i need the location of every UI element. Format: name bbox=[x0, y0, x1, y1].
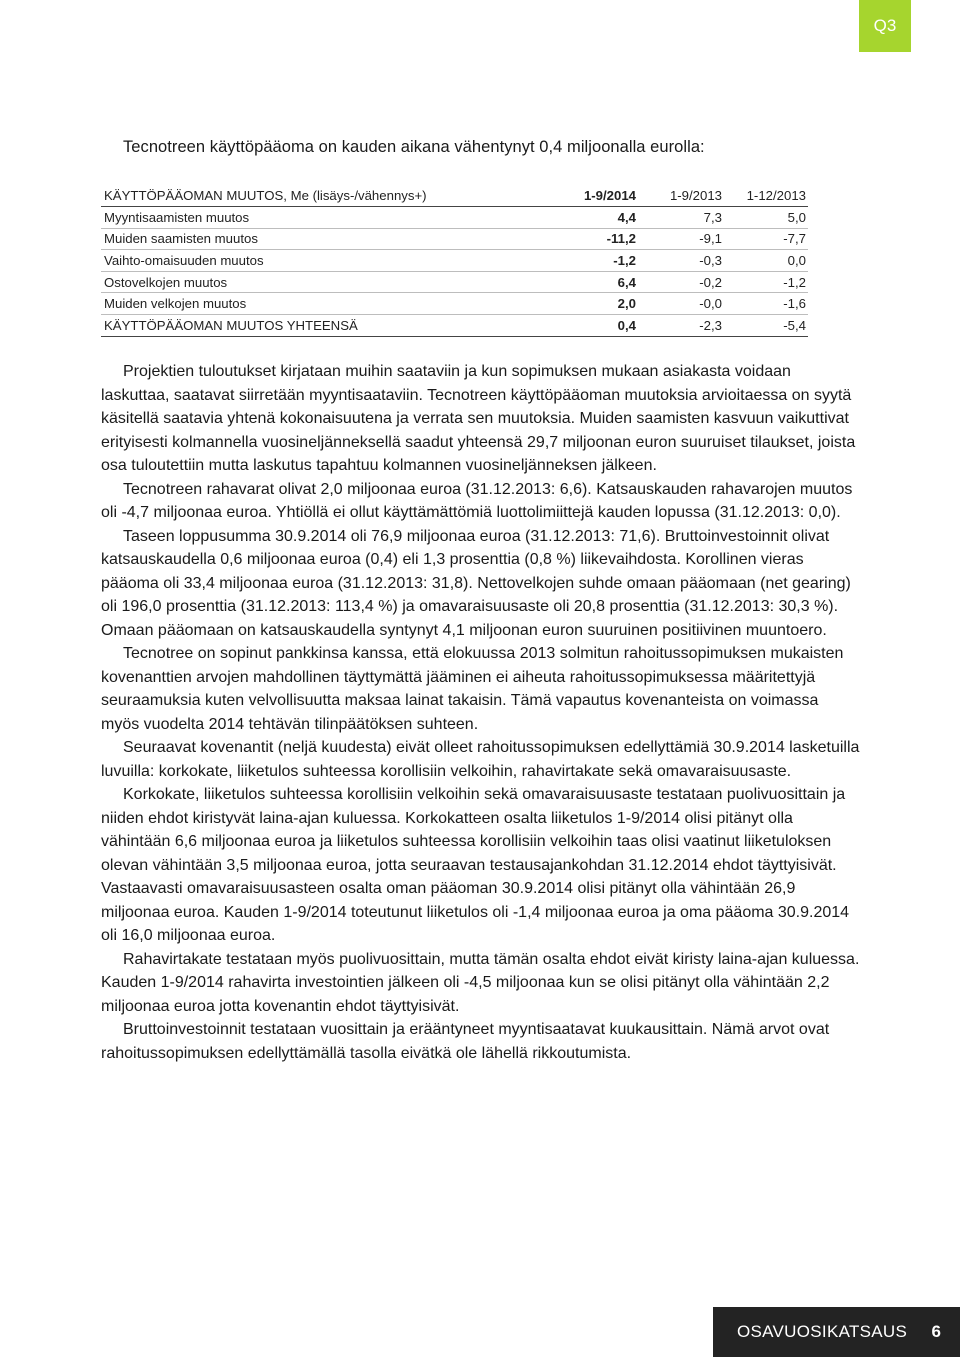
row-label: Muiden saamisten muutos bbox=[104, 231, 258, 247]
table-title: KÄYTTÖPÄÄOMAN MUUTOS, Me (lisäys-/vähennys+) bbox=[104, 188, 427, 203]
paragraph: Projektien tuloutukset kirjataan muihin saataviin ja kun sopimuksen mukaan asiakasta voidaan laskuttaa, saatavat siirretään myyntisaataviin. Tecnotreen käyttöpääoman muutoksia arvioitaessa on syytä käsitellä saatavia yhtenä kokonaisuutena ja verrata sen muutoksia. Muiden saamisten kasvuun vaikuttivat erityisesti kolmannella vuosineljänneksellä saadut yhteensä 29,7 miljoonan euron suuruiset tilaukset, joista osa tuloutettiin mutta laskutus tapahtuu kolmannen vuosineljänneksen jälkeen. bbox=[101, 363, 856, 474]
paragraph: Bruttoinvestoinnit testataan vuosittain ja erääntyneet myyntisaatavat kuukausittain. Nämä arvot ovat rahoitussopimuksen edellyttämällä tasolla eivätkä ole lähellä rikkoutumista. bbox=[101, 1021, 830, 1062]
table-header-row bbox=[101, 185, 808, 207]
row-label: Myyntisaamisten muutos bbox=[104, 209, 250, 225]
intro-sentence: Tecnotreen käyttöpääoma on kauden aikana vähentynyt 0,4 miljoonalla eurolla: bbox=[123, 138, 705, 156]
table-row bbox=[101, 293, 808, 315]
cell-value: -0,2 bbox=[699, 274, 722, 290]
row-label: KÄYTTÖPÄÄOMAN MUUTOS YHTEENSÄ bbox=[104, 317, 358, 333]
cell-value: 2,0 bbox=[617, 296, 636, 312]
paragraph: Rahavirtakate testataan myös puolivuosittain, mutta tämän osalta ehdot eivät kiristy laina-ajan kuluessa. Kauden 1-9/2014 rahavirta investointien jälkeen oli -4,5 miljoonaa kun se olisi pitänyt olla vähintään 2,2 miljoonaa euroa jotta kovenantin ehdot täyttyisivät. bbox=[101, 950, 860, 1015]
cell-value: 6,4 bbox=[617, 274, 636, 290]
table-row bbox=[101, 207, 808, 229]
column-header: 1-9/2013 bbox=[669, 188, 722, 203]
cell-value: -1,2 bbox=[783, 274, 806, 290]
quarter-badge: Q3 bbox=[859, 0, 911, 52]
paragraph: Taseen loppusumma 30.9.2014 oli 76,9 miljoonaa euroa (31.12.2013: 71,6). Bruttoinvestoinnit olivat katsauskaudella 0,6 miljoonaa euroa (0,4) eli 1,3 prosenttia (0,8 %) liikevaihdosta. Korollinen vieras pääoma oli 33,4 miljoonaa euroa (31.12.2013: 31,8). Nettovelkojen suhde omaan pääomaan (net gearing) oli 196,0 prosenttia (31.12.2013: 113,4 %) ja omavaraisuusaste oli 20,8 prosenttia (31.12.2013: 30,3 %). Omaan pääomaan on katsauskaudella syntynyt 4,1 miljoonan euron suuruinen positiivinen muuntoero. bbox=[101, 527, 851, 639]
table-row bbox=[101, 272, 808, 294]
cell-value: 5,0 bbox=[787, 209, 806, 225]
cell-value: 7,3 bbox=[703, 209, 722, 225]
cell-value: -2,3 bbox=[699, 317, 722, 333]
paragraph: Seuraavat kovenantit (neljä kuudesta) eivät olleet rahoitussopimuksen edellyttämiä 30.9.2014 lasketuilla luvuilla: korkokate, liiketulos suhteessa korollisiin velkoihin, rahavirtakate sekä omavaraisuusaste. bbox=[101, 739, 860, 780]
page-number: 6 bbox=[931, 1322, 941, 1341]
cell-value: -0,3 bbox=[699, 252, 722, 268]
cell-value: -0,0 bbox=[699, 296, 722, 312]
footer-bar bbox=[713, 1307, 960, 1357]
body-text bbox=[101, 360, 861, 1065]
report-title: OSAVUOSIKATSAUS bbox=[737, 1322, 908, 1341]
row-label: Vaihto-omaisuuden muutos bbox=[104, 252, 264, 268]
cell-value: -1,6 bbox=[783, 296, 806, 312]
paragraph: Tecnotree on sopinut pankkinsa kanssa, että elokuussa 2013 solmitun rahoitussopimuksen mukaisten kovenanttien arvojen mahdollinen täyttymättä jääminen ei aiheuta rahoitussopimuksessa määritettyjä seuraamuksia kuten velvollisuutta maksaa lainat takaisin. Tämä vapautus kovenanteista on voimassa myös vuodelta 2014 tehtävän tilinpäätöksen suhteen. bbox=[101, 645, 844, 733]
working-capital-table bbox=[101, 185, 808, 337]
table-total-row bbox=[101, 315, 808, 337]
cell-value: 0,4 bbox=[617, 317, 636, 333]
cell-value: 0,0 bbox=[787, 252, 806, 268]
cell-value: -5,4 bbox=[783, 317, 806, 333]
paragraph: Tecnotreen rahavarat olivat 2,0 miljoonaa euroa (31.12.2013: 6,6). Katsauskauden rahavarojen muutos oli -4,7 miljoonaa euroa. Yhtiöllä ei ollut käyttämättömiä luottolimiittejä kauden lopussa (31.12.2013: 0,0). bbox=[101, 480, 853, 521]
cell-value: -11,2 bbox=[606, 231, 636, 247]
cell-value: -7,7 bbox=[783, 231, 806, 247]
row-label: Muiden velkojen muutos bbox=[104, 296, 247, 312]
cell-value: -9,1 bbox=[699, 231, 722, 247]
row-label: Ostovelkojen muutos bbox=[104, 274, 228, 290]
table-row bbox=[101, 229, 808, 251]
column-header: 1-12/2013 bbox=[746, 188, 806, 203]
cell-value: 4,4 bbox=[617, 209, 636, 225]
cell-value: -1,2 bbox=[613, 252, 636, 268]
table-row bbox=[101, 250, 808, 272]
column-header: 1-9/2014 bbox=[583, 188, 636, 203]
paragraph: Korkokate, liiketulos suhteessa korollisiin velkoihin sekä omavaraisuusaste testataan puolivuosittain ja niiden ehdot kiristyvät laina-ajan kuluessa. Korkokatteen osalta liiketulos 1-9/2014 olisi pitänyt olla vähintään 6,6 miljoonaa euroa ja liiketulos suhteessa korollisiin velkoihin taas olisi vaatinut liiketuloksen olevan vähintään 3,5 miljoonaa euroa, jotta seuraavan testausajankohdan 31.12.2014 ehdot täyttyisivät. Vastaavasti omavaraisuusasteen osalta oman pääoman 30.9.2014 olisi pitänyt olla vähintään 26,9 miljoonaa euroa. Kauden 1-9/2014 toteutunut liiketulos oli -1,4 miljoonaa euroa ja oma pääoma 30.9.2014 oli 16,0 miljoonaa euroa. bbox=[101, 786, 850, 944]
